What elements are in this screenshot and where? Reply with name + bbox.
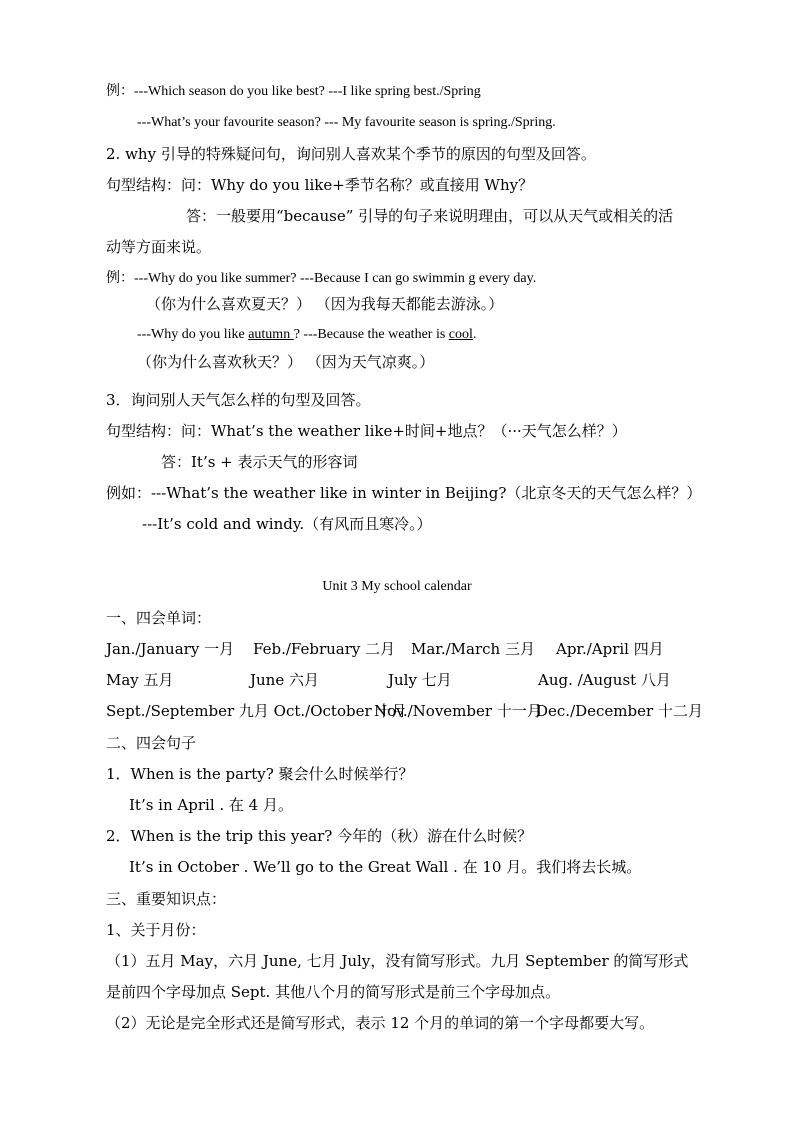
structure3-answer: 答：It’s + 表示天气的形容词 bbox=[161, 453, 358, 471]
example3-question bbox=[137, 325, 476, 345]
sentences-heading: 二、四会句子 bbox=[106, 734, 197, 752]
example3-part1: ---Why do you like bbox=[137, 327, 249, 342]
month-mar: Mar./March 三月 bbox=[411, 640, 535, 658]
structure-question: 句型结构：问：Why do you like+季节名称？或直接用 Why？ bbox=[106, 176, 534, 194]
point3-title: 3．询问别人天气怎么样的句型及回答。 bbox=[106, 391, 371, 409]
month-may: May 五月 bbox=[106, 671, 174, 689]
knowledge-heading: 三、重要知识点： bbox=[106, 890, 227, 908]
knowledge1-para1-line2: 是前四个字母加点 Sept. 其他八个月的简写形式是前三个字母加点。 bbox=[106, 983, 561, 1001]
example3-underlined-autumn: autumn bbox=[248, 327, 294, 342]
sentence1-question: 1．When is the party? 聚会什么时候举行？ bbox=[106, 765, 414, 783]
example1-answer: ---What’s your favourite season? --- My favourite season is spring./Spring. bbox=[137, 115, 556, 130]
month-dec: Dec./December 十二月 bbox=[536, 702, 703, 720]
example2-translation: （你为什么喜欢夏天？） （因为我每天都能去游泳。） bbox=[146, 295, 504, 313]
sentence1-answer: It’s in April . 在 4 月。 bbox=[129, 796, 293, 814]
months-row-2 bbox=[106, 670, 696, 690]
sentence2-question: 2．When is the trip this year? 今年的（秋）游在什么时候？ bbox=[106, 827, 533, 845]
knowledge1-title: 1、关于月份： bbox=[106, 921, 206, 939]
example4-answer: ---It’s cold and windy.（有风而且寒冷。） bbox=[142, 515, 432, 533]
knowledge1-para2: （2）无论是完全形式还是简写形式，表示 12 个月的单词的第一个字母都要大写。 bbox=[106, 1014, 655, 1032]
month-jul: July 七月 bbox=[388, 671, 452, 689]
example1-question: 例：---Which season do you like best? ---I like spring best./Spring bbox=[106, 84, 481, 99]
structure-answer-line2: 动等方面来说。 bbox=[106, 238, 212, 256]
point2-title: 2. why 引导的特殊疑问句，询问别人喜欢某个季节的原因的句型及回答。 bbox=[106, 145, 596, 163]
example4-question: 例如：---What’s the weather like in winter in Beijing?（北京冬天的天气怎么样？） bbox=[106, 484, 702, 502]
month-jan: Jan./January 一月 bbox=[106, 640, 235, 658]
months-row-3 bbox=[106, 701, 703, 721]
month-apr: Apr./April 四月 bbox=[556, 640, 664, 658]
example3-part2: ? ---Because the weather is bbox=[293, 327, 449, 342]
structure-answer-line1: 答：一般要用“because” 引导的句子来说明理由，可以从天气或相关的活 bbox=[186, 207, 674, 225]
unit-title: Unit 3 My school calendar bbox=[322, 579, 472, 594]
month-jun: June 六月 bbox=[250, 671, 319, 689]
month-feb: Feb./February 二月 bbox=[253, 640, 396, 658]
vocab-heading: 一、四会单词： bbox=[106, 609, 212, 627]
knowledge1-para1-line1: （1）五月 May，六月 June, 七月 July，没有简写形式。九月 September 的简写形式 bbox=[106, 952, 689, 970]
example3-translation: （你为什么喜欢秋天？） （因为天气凉爽。） bbox=[137, 353, 435, 371]
sentence2-answer: It’s in October . We’ll go to the Great Wall . 在 10 月。我们将去长城。 bbox=[129, 858, 642, 876]
example2-question: 例：---Why do you like summer? ---Because I can go swimmin g every day. bbox=[106, 271, 537, 286]
example3-underlined-cool: cool bbox=[448, 327, 473, 342]
months-row-1 bbox=[106, 639, 696, 659]
month-aug: Aug. /August 八月 bbox=[538, 671, 671, 689]
month-sep-oct: Sept./September 九月 Oct./October 十月 bbox=[106, 702, 407, 720]
example3-part3: . bbox=[472, 327, 477, 342]
month-nov: Nov./November 十一月 bbox=[374, 702, 542, 720]
structure3-question: 句型结构：问：What’s the weather like+时间+地点？（···天气怎么样？） bbox=[106, 422, 627, 440]
